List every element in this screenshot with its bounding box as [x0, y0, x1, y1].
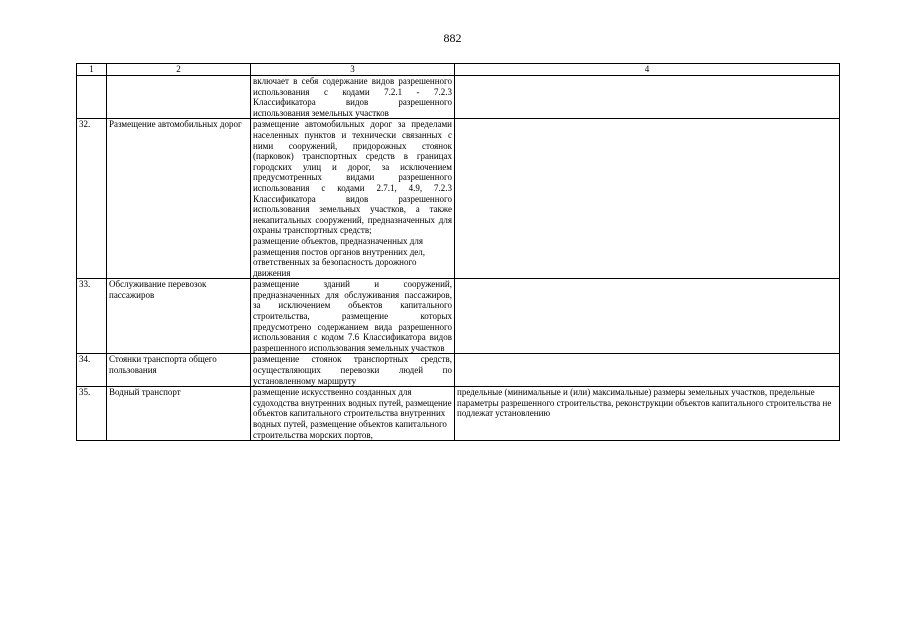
table-header-row	[77, 64, 840, 76]
page-number: 882	[443, 31, 462, 45]
table-row	[77, 76, 840, 119]
table-row	[77, 354, 840, 387]
use-description-cell	[251, 387, 455, 441]
column-header: 1	[77, 64, 107, 76]
use-description-cell	[251, 354, 455, 387]
column-header: 3	[251, 64, 455, 76]
row-number-cell	[77, 76, 107, 119]
use-name-cell: Размещение автомобильных дорог	[107, 119, 251, 279]
description-paragraph: размещение зданий и сооружений, предназначенных для обслуживания пассажиров, за исключением объектов капитального строительства, размещение которых предусмотрено содержанием вида разрешенного использования с кодом 7.6 Классификатора видов разрешенного использования земельных участков	[253, 279, 452, 353]
table-row	[77, 279, 840, 354]
row-number-cell: 35.	[77, 387, 107, 441]
land-use-table	[76, 63, 840, 441]
use-name-cell: Стоянки транспорта общего пользования	[107, 354, 251, 387]
description-paragraph: размещение искусственно созданных для судоходства внутренних водных путей,	[253, 387, 412, 408]
table-row	[77, 387, 840, 441]
use-description-cell	[251, 76, 455, 119]
description-paragraph: размещение объектов капитального строительства морских портов,	[253, 419, 447, 440]
parameters-cell	[455, 119, 840, 279]
parameters-cell	[455, 354, 840, 387]
parameters-cell	[455, 279, 840, 354]
description-paragraph: размещение стоянок транспортных средств, осуществляющих перевозки людей по установленному маршруту	[253, 354, 452, 386]
use-name-cell	[107, 76, 251, 119]
use-name-cell: Обслуживание перевозок пассажиров	[107, 279, 251, 354]
description-paragraph: включает в себя содержание видов разрешенного использования с кодами 7.2.1 - 7.2.3 Классификатора видов разрешенного использования земельных участков	[253, 76, 452, 118]
row-number-cell: 33.	[77, 279, 107, 354]
description-paragraph: размещение автомобильных дорог за пределами населенных пунктов и технически связанных с ними сооружений, придорожных стоянок (парковок) транспортных средств в границах городских улиц и дорог, за исключением предусмотренных видами разрешенного использования с кодами 2.7.1, 4.9, 7.2.3 Классификатора видов разрешенного использования земельных участков, а также некапитальных сооружений, предназначенных для охраны транспортных средств;	[253, 119, 452, 236]
description-paragraph: размещение объектов, предназначенных для размещения постов органов внутренних дел, ответственных за безопасность дорожного движения	[253, 235, 426, 278]
column-header: 4	[455, 64, 840, 76]
parameters-cell: предельные (минимальные и (или) максимальные) размеры земельных участков, предельные параметры разрешенного строительства, реконструкции объектов капитального строительства не подлежат установлению	[455, 387, 840, 441]
use-name-cell: Водный транспорт	[107, 387, 251, 441]
use-description-cell	[251, 279, 455, 354]
column-header: 2	[107, 64, 251, 76]
parameters-cell	[455, 76, 840, 119]
use-description-cell	[251, 119, 455, 279]
table-row	[77, 119, 840, 279]
row-number-cell: 34.	[77, 354, 107, 387]
description-paragraph: размещение объектов капитального строительства внутренних водных путей,	[253, 397, 452, 429]
row-number-cell: 32.	[77, 119, 107, 279]
